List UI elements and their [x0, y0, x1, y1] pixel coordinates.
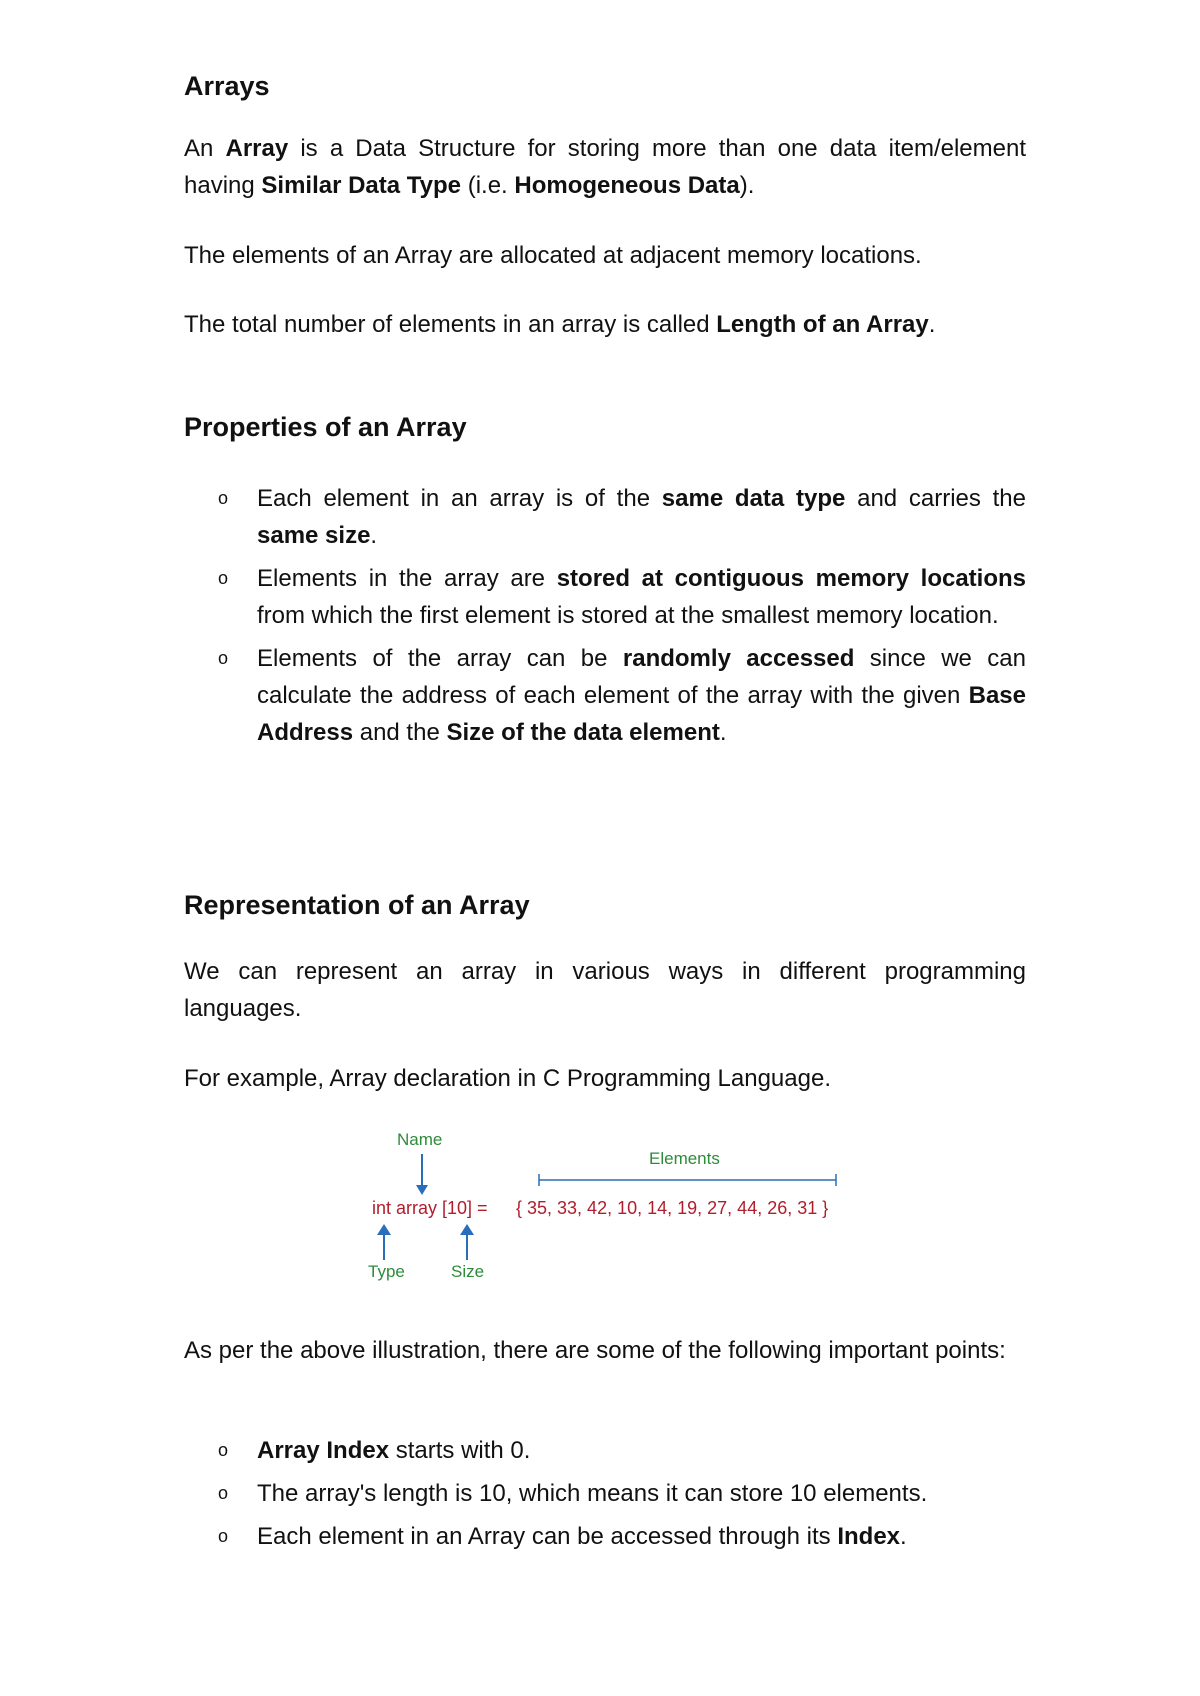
section-heading-properties: Properties of an Array [184, 412, 467, 442]
text-run: . [928, 311, 936, 338]
intro-paragraph-1 [184, 130, 1026, 204]
text-run: An [184, 135, 226, 162]
list-item: o The array's length is 10, which means it can store 10 elements. [184, 1475, 1026, 1512]
bold-term-length: Length of an Array [716, 311, 929, 338]
text-run: ). [739, 172, 755, 199]
list-item: o Elements in the array are stored at contiguous memory locations from which the first element is stored at the smallest memory location. [184, 560, 1026, 634]
bullet-icon: o [218, 1440, 229, 1460]
bold-term-similar-data-type: Similar Data Type [261, 172, 462, 199]
code-declaration: int array [10] = [372, 1198, 488, 1218]
text-run: The total number of elements in an array is called [184, 311, 717, 338]
size-label: Size [451, 1262, 485, 1281]
bullet-icon: o [218, 488, 229, 508]
name-arrow-icon [416, 1154, 428, 1195]
bullet-icon: o [218, 1483, 229, 1503]
size-arrow-icon [460, 1224, 474, 1260]
bold-term-array: Array [225, 135, 289, 162]
list-item: o Array Index starts with 0. [184, 1432, 1026, 1469]
representation-paragraph-1: We can represent an array in various ways in different programming languages. [184, 958, 1026, 1022]
text-run: is a Data Structure for storing more than one data item/element having [184, 135, 1027, 199]
representation-paragraph-3: As per the above illustration, there are some of the following important points: [184, 1337, 1006, 1364]
array-declaration-figure [364, 1122, 864, 1297]
bullet-icon: o [218, 1526, 229, 1546]
section-heading-representation: Representation of an Array [184, 890, 530, 920]
text-run: (i.e. [461, 172, 515, 199]
bullet-icon: o [218, 568, 229, 588]
type-arrow-icon [377, 1224, 391, 1260]
page-title: Arrays [184, 71, 270, 101]
code-values: { 35, 33, 42, 10, 14, 19, 27, 44, 26, 31 } [516, 1198, 829, 1218]
intro-paragraph-3 [184, 306, 1026, 343]
list-item: o Each element in an Array can be accessed through its Index. [184, 1518, 1026, 1555]
intro-paragraph-2: The elements of an Array are allocated at adjacent memory locations. [184, 242, 922, 269]
important-points-list [184, 1432, 1026, 1555]
list-item: o Elements of the array can be randomly accessed since we can calculate the address of each element of the array with the given Base Address and the Size of the data element. [184, 640, 1026, 751]
elements-label: Elements [649, 1149, 720, 1168]
bullet-icon: o [218, 648, 229, 668]
elements-bracket-icon [539, 1174, 836, 1186]
list-item: o Each element in an array is of the same data type and carries the same size. [184, 480, 1026, 554]
properties-list [184, 480, 1026, 751]
name-label: Name [397, 1130, 443, 1149]
type-label: Type [368, 1262, 405, 1281]
bold-term-homogeneous-data: Homogeneous Data [514, 172, 740, 199]
representation-paragraph-2: For example, Array declaration in C Programming Language. [184, 1065, 831, 1092]
